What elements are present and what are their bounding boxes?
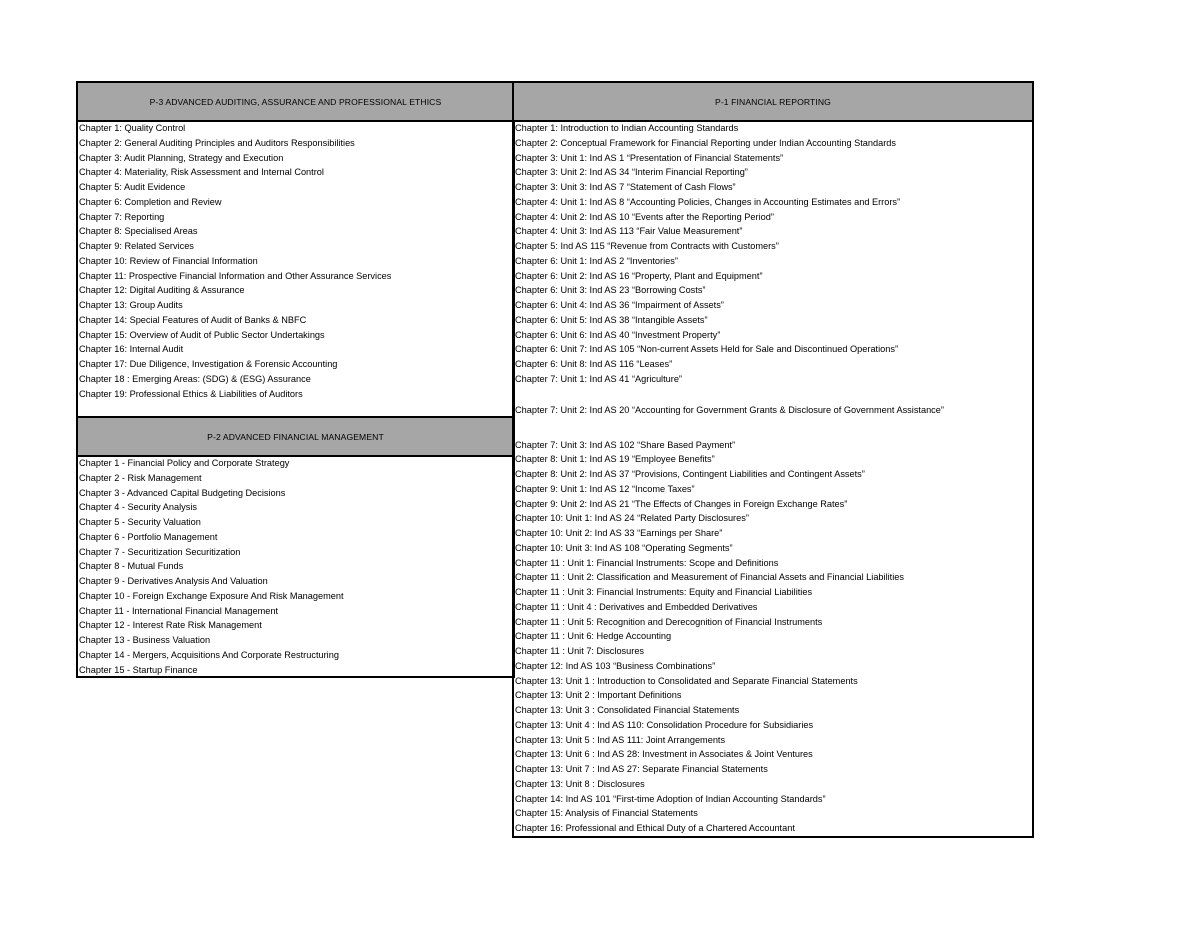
p3-chapter-item: Chapter 10: Review of Financial Information — [79, 255, 258, 266]
p1-chapter-item: Chapter 13: Unit 4 : Ind AS 110: Consolidation Procedure for Subsidiaries — [515, 719, 814, 730]
p1-chapter-item: Chapter 1: Introduction to Indian Accounting Standards — [515, 123, 739, 133]
p3-chapter-item: Chapter 9: Related Services — [79, 241, 194, 251]
p1-chapter-item: Chapter 14: Ind AS 101 “First-time Adoption of Indian Accounting Standards” — [515, 793, 826, 804]
p2-chapter-item: Chapter 12 - Interest Rate Risk Management — [79, 620, 262, 631]
p1-chapter-item: Chapter 10: Unit 3: Ind AS 108 “Operating Segments” — [515, 542, 733, 553]
p1-chapter-item: Chapter 3: Unit 3: Ind AS 7 “Statement of Cash Flows” — [515, 182, 736, 192]
p3-chapter-item: Chapter 15: Overview of Audit of Public Sector Undertakings — [79, 329, 325, 340]
p3-chapter-item: Chapter 12: Digital Auditing & Assurance — [79, 285, 245, 296]
p1-chapter-item: Chapter 11 : Unit 5: Recognition and Derecognition of Financial Instruments — [515, 616, 823, 627]
p1-chapter-item: Chapter 11 : Unit 2: Classification and Measurement of Financial Assets and Financial Liabilities — [515, 572, 904, 583]
p2-chapter-item: Chapter 9 - Derivatives Analysis And Valuation — [79, 576, 268, 586]
p1-chapter-item: Chapter 15: Analysis of Financial Statements — [515, 808, 698, 819]
p3-chapter-item: Chapter 7: Reporting — [79, 211, 165, 222]
p1-chapter-item: Chapter 13: Unit 1 : Introduction to Consolidated and Separate Financial Statements — [515, 675, 858, 686]
p1-chapter-item: Chapter 13: Unit 7 : Ind AS 27: Separate Financial Statements — [515, 764, 768, 774]
p1-chapter-item: Chapter 6: Unit 7: Ind AS 105 “Non-current Assets Held for Sale and Discontinued Operations” — [515, 344, 899, 355]
p2-chapter-item: Chapter 11 - International Financial Management — [79, 605, 279, 616]
p1-chapter-item: Chapter 13: Unit 3 : Consolidated Financial Statements — [515, 705, 740, 715]
p2-title: P-2 ADVANCED FINANCIAL MANAGEMENT — [207, 431, 384, 442]
p1-chapter-item: Chapter 6: Unit 5: Ind AS 38 “Intangible Assets” — [515, 314, 708, 325]
p1-chapter-item: Chapter 6: Unit 8: Ind AS 116 “Leases” — [515, 359, 673, 369]
p1-chapter-item: Chapter 16: Professional and Ethical Duty of a Chartered Accountant — [515, 823, 795, 833]
p2-chapter-item: Chapter 8 - Mutual Funds — [79, 561, 184, 572]
p1-chapter-item: Chapter 6: Unit 4: Ind AS 36 “Impairment of Assets” — [515, 300, 724, 310]
p2-chapter-item: Chapter 7 - Securitization Securitization — [79, 546, 241, 557]
p1-chapter-item: Chapter 4: Unit 2: Ind AS 10 “Events after the Reporting Period” — [515, 211, 774, 222]
p3-chapter-item: Chapter 19: Professional Ethics & Liabilities of Auditors — [79, 388, 303, 399]
p2-chapter-item: Chapter 5 - Security Valuation — [79, 517, 201, 527]
p2-chapter-item: Chapter 15 - Startup Finance — [79, 664, 198, 675]
p3-header — [76, 81, 515, 122]
p1-chapter-item: Chapter 6: Unit 2: Ind AS 16 “Property, Plant and Equipment” — [515, 270, 763, 281]
p1-chapter-item: Chapter 11 : Unit 3: Financial Instruments: Equity and Financial Liabilities — [515, 587, 813, 597]
p3-chapter-item: Chapter 5: Audit Evidence — [79, 182, 186, 192]
p1-header — [512, 81, 1034, 122]
p1-chapter-item: Chapter 11 : Unit 4 : Derivatives and Embedded Derivatives — [515, 601, 758, 612]
p1-chapter-item: Chapter 8: Unit 1: Ind AS 19 “Employee Benefits” — [515, 454, 715, 465]
p1-chapter-item: Chapter 9: Unit 2: Ind AS 21 “The Effects of Changes in Foreign Exchange Rates” — [515, 498, 848, 509]
p3-chapter-item: Chapter 13: Group Audits — [79, 300, 183, 310]
p1-title: P-1 FINANCIAL REPORTING — [715, 96, 831, 107]
p1-chapter-item: Chapter 11 : Unit 6: Hedge Accounting — [515, 631, 672, 642]
p1-chapter-item: Chapter 13: Unit 8 : Disclosures — [515, 778, 645, 789]
p3-chapter-item: Chapter 3: Audit Planning, Strategy and Execution — [79, 152, 284, 163]
p3-chapter-item: Chapter 16: Internal Audit — [79, 344, 184, 355]
p1-chapter-item: Chapter 5: Ind AS 115 “Revenue from Contracts with Customers” — [515, 241, 779, 251]
p1-chapter-item: Chapter 11 : Unit 1: Financial Instruments: Scope and Definitions — [515, 557, 779, 568]
p3-chapter-item: Chapter 17: Due Diligence, Investigation & Forensic Accounting — [79, 359, 338, 369]
p1-chapter-item: Chapter 7: Unit 2: Ind AS 20 “Accounting for Government Grants & Disclosure of Government Assistance” — [515, 404, 944, 415]
p1-chapter-item: Chapter 6: Unit 3: Ind AS 23 “Borrowing Costs” — [515, 285, 706, 296]
p2-chapter-item: Chapter 2 - Risk Management — [79, 472, 202, 483]
p2-chapter-item: Chapter 3 - Advanced Capital Budgeting Decisions — [79, 487, 286, 498]
p1-chapter-item: Chapter 10: Unit 1: Ind AS 24 “Related Party Disclosures” — [515, 513, 749, 524]
p3-chapter-list — [78, 121, 512, 401]
p3-chapter-item: Chapter 11: Prospective Financial Information and Other Assurance Services — [79, 270, 392, 281]
p3-chapter-item: Chapter 1: Quality Control — [79, 123, 186, 133]
p1-chapter-item: Chapter 4: Unit 3: Ind AS 113 “Fair Value Measurement” — [515, 226, 743, 237]
p3-chapter-item: Chapter 8: Specialised Areas — [79, 226, 198, 237]
p1-chapter-item: Chapter 13: Unit 6 : Ind AS 28: Investment in Associates & Joint Ventures — [515, 749, 813, 760]
p1-chapter-item: Chapter 3: Unit 2: Ind AS 34 “Interim Financial Reporting” — [515, 167, 748, 178]
p3-chapter-item: Chapter 14: Special Features of Audit of Banks & NBFC — [79, 314, 307, 325]
p1-chapter-item: Chapter 13: Unit 5 : Ind AS 111: Joint Arrangements — [515, 734, 726, 745]
p3-chapter-item: Chapter 4: Materiality, Risk Assessment and Internal Control — [79, 167, 324, 178]
p1-chapter-item: Chapter 7: Unit 3: Ind AS 102 “Share Based Payment” — [515, 439, 736, 450]
p2-chapter-item: Chapter 13 - Business Valuation — [79, 635, 211, 645]
p1-chapter-item: Chapter 6: Unit 6: Ind AS 40 “Investment Property” — [515, 329, 721, 340]
p2-chapter-item: Chapter 10 - Foreign Exchange Exposure And Risk Management — [79, 590, 344, 601]
p1-chapter-item: Chapter 2: Conceptual Framework for Financial Reporting under Indian Accounting Standards — [515, 137, 896, 148]
p3-chapter-item: Chapter 2: General Auditing Principles and Auditors Responsibilities — [79, 137, 355, 148]
p1-chapter-item: Chapter 4: Unit 1: Ind AS 8 “Accounting Policies, Changes in Accounting Estimates and Errors” — [515, 196, 901, 207]
p2-chapter-list — [78, 456, 512, 677]
p1-chapter-item: Chapter 13: Unit 2 : Important Definitions — [515, 690, 682, 701]
p1-chapter-item: Chapter 3: Unit 1: Ind AS 1 “Presentation of Financial Statements” — [515, 152, 784, 163]
p1-chapter-item: Chapter 6: Unit 1: Ind AS 2 “Inventories” — [515, 255, 678, 266]
p2-chapter-item: Chapter 4 - Security Analysis — [79, 502, 197, 513]
p1-chapter-list — [514, 121, 1032, 836]
p1-chapter-item: Chapter 8: Unit 2: Ind AS 37 “Provisions, Contingent Liabilities and Contingent Assets” — [515, 469, 865, 479]
p2-chapter-item: Chapter 6 - Portfolio Management — [79, 531, 218, 542]
p2-chapter-item: Chapter 1 - Financial Policy and Corporate Strategy — [79, 458, 290, 468]
p1-chapter-item: Chapter 12: Ind AS 103 “Business Combinations” — [515, 660, 716, 671]
p3-chapter-item: Chapter 6: Completion and Review — [79, 196, 222, 207]
p2-header — [76, 416, 515, 457]
p1-chapter-item: Chapter 11 : Unit 7: Disclosures — [515, 646, 645, 656]
p2-chapter-item: Chapter 14 - Mergers, Acquisitions And Corporate Restructuring — [79, 649, 339, 660]
p1-chapter-item: Chapter 9: Unit 1: Ind AS 12 “Income Taxes” — [515, 483, 695, 494]
p3-chapter-item: Chapter 18 : Emerging Areas: (SDG) & (ESG) Assurance — [79, 373, 311, 384]
p1-chapter-item: Chapter 10: Unit 2: Ind AS 33 “Earnings per Share” — [515, 528, 723, 538]
p1-chapter-item: Chapter 7: Unit 1: Ind AS 41 “Agriculture” — [515, 373, 682, 384]
p3-title: P-3 ADVANCED AUDITING, ASSURANCE AND PROFESSIONAL ETHICS — [149, 96, 442, 107]
